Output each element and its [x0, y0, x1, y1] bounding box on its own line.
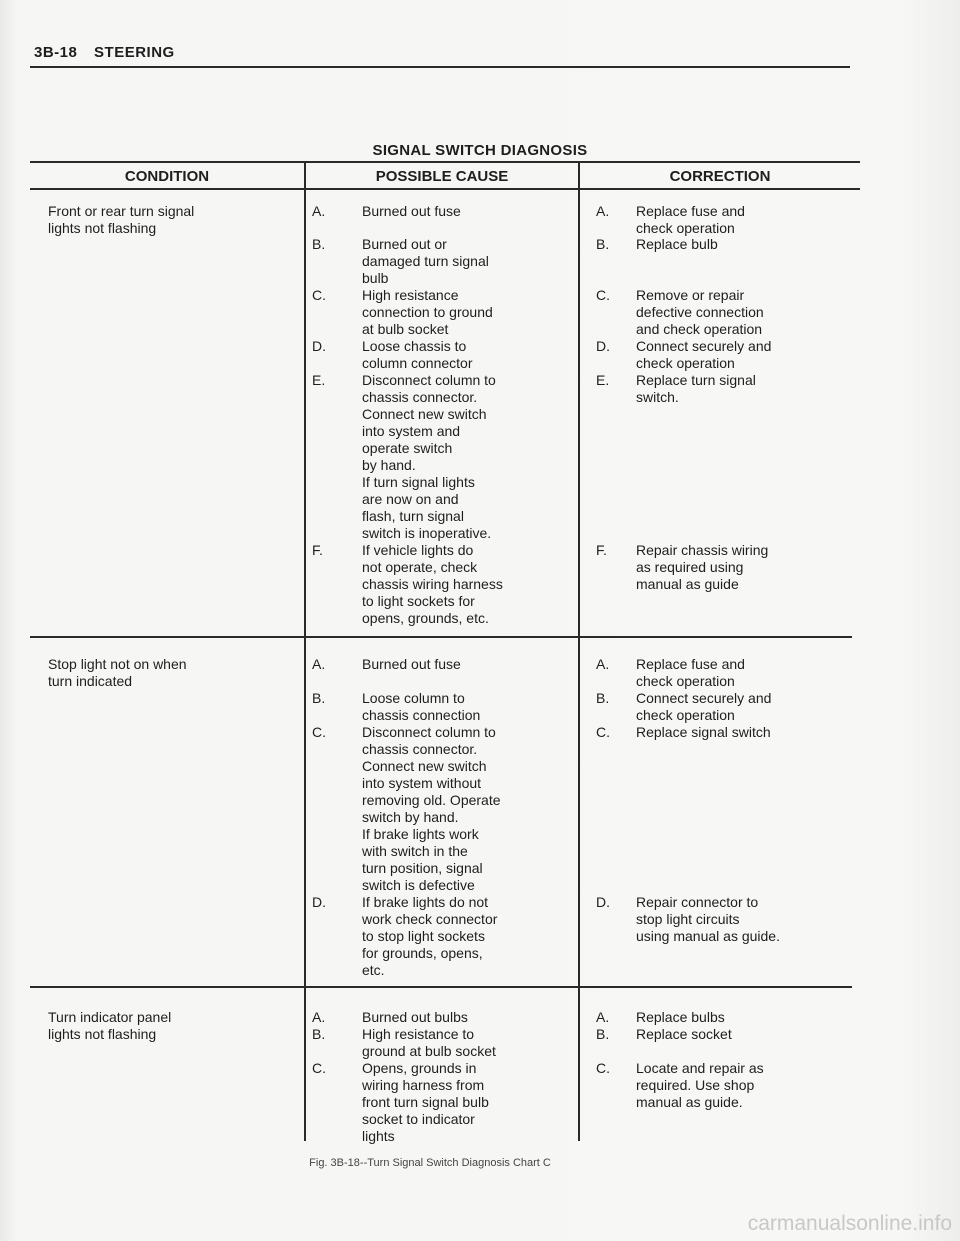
cause-item-letter: C.: [312, 1060, 326, 1076]
cause-item-text: Burned out or damaged turn signal bulb: [362, 236, 489, 286]
correction-item-letter: D.: [596, 894, 610, 910]
correction-item-letter: A.: [596, 656, 610, 672]
section-number: 3B-18: [34, 44, 78, 61]
cause-item-text: Disconnect column to chassis connector. Connect new switch into system and operate switch by hand. If turn signal lights are now on and flash, turn signal switch is inoperative.: [362, 372, 496, 541]
chart-title: SIGNAL SWITCH DIAGNOSIS: [372, 142, 588, 159]
correction-item-letter: B.: [596, 1026, 610, 1042]
cause-item-letter: B.: [312, 690, 326, 706]
cause-item-letter: D.: [312, 894, 326, 910]
correction-item-text: Repair connector to stop light circuits using manual as guide.: [636, 894, 780, 944]
correction-item-text: Repair chassis wiring as required using manual as guide: [636, 542, 769, 592]
correction-item-text: Connect securely and check operation: [636, 690, 772, 723]
correction-item-text: Connect securely and check operation: [636, 338, 772, 371]
correction-item-text: Replace turn signal switch.: [636, 372, 756, 405]
row-divider: [30, 986, 852, 988]
watermark: carmanualsonline.info: [747, 1212, 952, 1235]
correction-item-letter: A.: [596, 203, 610, 219]
cause-item-text: High resistance connection to ground at bulb socket: [362, 287, 493, 337]
cause-item-letter: B.: [312, 1026, 326, 1042]
cause-item-letter: A.: [312, 203, 326, 219]
header-rule: [30, 66, 850, 68]
figure-caption: Fig. 3B-18--Turn Signal Switch Diagnosis Chart C: [309, 1157, 551, 1169]
row-divider: [30, 636, 852, 638]
correction-item-letter: C.: [596, 1060, 610, 1076]
correction-item-letter: A.: [596, 1009, 610, 1025]
column-divider: [304, 161, 306, 1141]
correction-item-letter: E.: [596, 372, 610, 388]
cause-item-text: High resistance to ground at bulb socket: [362, 1026, 496, 1059]
correction-item-letter: F.: [596, 542, 607, 558]
correction-item-text: Replace bulb: [636, 236, 718, 252]
cause-item-letter: B.: [312, 236, 326, 252]
cause-item-letter: D.: [312, 338, 326, 354]
cause-item-text: Opens, grounds in wiring harness from front turn signal bulb socket to indicator lights: [362, 1060, 489, 1144]
cause-item-letter: A.: [312, 656, 326, 672]
condition-cell: Turn indicator panel lights not flashing: [48, 1009, 172, 1042]
cause-item-text: Burned out fuse: [362, 203, 461, 219]
column-header-cause: POSSIBLE CAUSE: [375, 168, 509, 185]
cause-item-letter: C.: [312, 724, 326, 740]
correction-item-text: Remove or repair defective connection and check operation: [636, 287, 764, 337]
correction-item-letter: C.: [596, 724, 610, 740]
cause-item-text: Loose chassis to column connector: [362, 338, 473, 371]
condition-cell: Stop light not on when turn indicated: [48, 656, 187, 689]
cause-item-letter: F.: [312, 542, 323, 558]
cause-item-letter: E.: [312, 372, 326, 388]
correction-item-letter: B.: [596, 236, 610, 252]
cause-item-text: Disconnect column to chassis connector. Connect new switch into system without removing old. Operate switch by hand. If brake lights work with switch in the turn position, signal switch is defective: [362, 724, 501, 893]
correction-item-letter: D.: [596, 338, 610, 354]
section-title: STEERING: [94, 44, 175, 61]
header-bottom-rule: [30, 188, 860, 190]
cause-item-text: Burned out bulbs: [362, 1009, 468, 1025]
correction-item-text: Replace fuse and check operation: [636, 203, 745, 236]
cause-item-letter: C.: [312, 287, 326, 303]
cause-item-text: Burned out fuse: [362, 656, 461, 672]
condition-cell: Front or rear turn signal lights not flashing: [48, 203, 195, 236]
correction-item-letter: B.: [596, 690, 610, 706]
correction-item-text: Replace fuse and check operation: [636, 656, 745, 689]
correction-item-text: Locate and repair as required. Use shop manual as guide.: [636, 1060, 764, 1110]
table-top-rule: [30, 161, 860, 163]
correction-item-letter: C.: [596, 287, 610, 303]
cause-item-text: If brake lights do not work check connector to stop light sockets for grounds, opens, etc.: [362, 894, 498, 978]
column-header-correction: CORRECTION: [669, 168, 771, 185]
cause-item-text: If vehicle lights do not operate, check chassis wiring harness to light sockets for opens, grounds, etc.: [362, 542, 503, 626]
cause-item-letter: A.: [312, 1009, 326, 1025]
column-divider: [578, 161, 580, 1141]
cause-item-text: Loose column to chassis connection: [362, 690, 481, 723]
page-header: [34, 44, 175, 61]
column-header-condition: CONDITION: [124, 168, 210, 185]
correction-item-text: Replace bulbs: [636, 1009, 725, 1025]
correction-item-text: Replace signal switch: [636, 724, 771, 740]
correction-item-text: Replace socket: [636, 1026, 732, 1042]
